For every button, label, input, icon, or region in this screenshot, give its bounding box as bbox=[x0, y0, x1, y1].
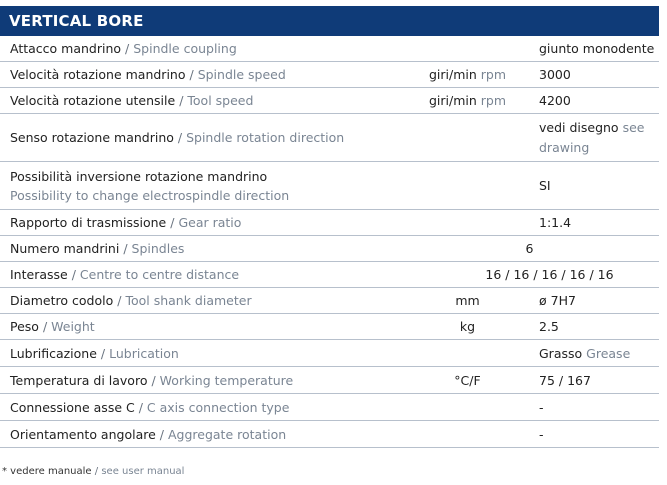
spec-row-working-temperature bbox=[0, 367, 659, 394]
row-label: Interasse / Centre to centre distance bbox=[10, 267, 240, 282]
row-label: Velocità rotazione mandrino / Spindle speed bbox=[10, 67, 286, 82]
row-label: Peso / Weight bbox=[10, 319, 95, 334]
row-value: 1:1.4 bbox=[539, 215, 572, 230]
row-label: Temperatura di lavoro / Working temperature bbox=[10, 372, 294, 388]
spec-row-rotation-direction bbox=[0, 114, 659, 162]
row-value: 6 bbox=[525, 241, 534, 256]
row-label: Connessione asse C / C axis connection type bbox=[10, 399, 290, 415]
row-value: - bbox=[539, 426, 544, 442]
row-label: Attacco mandrino / Spindle coupling bbox=[10, 41, 237, 56]
row-value: ø 7H7 bbox=[539, 293, 576, 308]
row-value: 16 / 16 / 16 / 16 / 16 bbox=[485, 267, 614, 282]
row-unit: kg bbox=[459, 319, 476, 334]
row-value: 75 / 167 bbox=[539, 372, 591, 388]
footnote: * vedere manuale / see user manual bbox=[2, 466, 185, 477]
row-value: 3000 bbox=[539, 67, 571, 82]
spec-row-weight bbox=[0, 314, 659, 340]
spec-row-gear-ratio bbox=[0, 210, 659, 236]
row-label: Numero mandrini / Spindles bbox=[10, 241, 185, 256]
row-value: giunto monodente bbox=[539, 41, 655, 56]
spec-row-spindle-coupling bbox=[0, 36, 659, 62]
row-value: vedi disegno see drawing bbox=[539, 119, 645, 155]
row-label: Rapporto di trasmissione / Gear ratio bbox=[10, 215, 242, 230]
row-unit: mm bbox=[455, 293, 480, 308]
row-unit: °C/F bbox=[454, 372, 481, 388]
spec-row-direction-inversion bbox=[0, 162, 659, 210]
row-value: Grasso Grease bbox=[539, 345, 631, 361]
row-unit: giri/min rpm bbox=[428, 93, 507, 108]
spec-row-tool-speed bbox=[0, 88, 659, 114]
row-label: Lubrificazione / Lubrication bbox=[10, 345, 179, 361]
row-value: - bbox=[539, 399, 544, 415]
spec-row-spindle-speed bbox=[0, 62, 659, 88]
section-title: VERTICAL BORE bbox=[0, 6, 659, 36]
row-value: 4200 bbox=[539, 93, 571, 108]
spec-row-lubrication bbox=[0, 340, 659, 367]
spec-row-centre-distance bbox=[0, 262, 659, 288]
row-label: Possibilità inversione rotazione mandrino Possibility to change electrospindle direction bbox=[10, 168, 290, 203]
row-value: SI bbox=[539, 178, 551, 193]
spec-row-spindles bbox=[0, 236, 659, 262]
row-value: 2.5 bbox=[539, 319, 559, 334]
spec-row-shank-diameter bbox=[0, 288, 659, 314]
row-unit: giri/min rpm bbox=[428, 67, 507, 82]
spec-row-c-axis-connection bbox=[0, 394, 659, 421]
row-label: Diametro codolo / Tool shank diameter bbox=[10, 293, 252, 308]
row-label: Velocità rotazione utensile / Tool speed bbox=[10, 93, 254, 108]
row-label: Senso rotazione mandrino / Spindle rotation direction bbox=[10, 130, 345, 145]
row-label: Orientamento angolare / Aggregate rotation bbox=[10, 426, 287, 442]
spec-row-aggregate-rotation bbox=[0, 421, 659, 448]
